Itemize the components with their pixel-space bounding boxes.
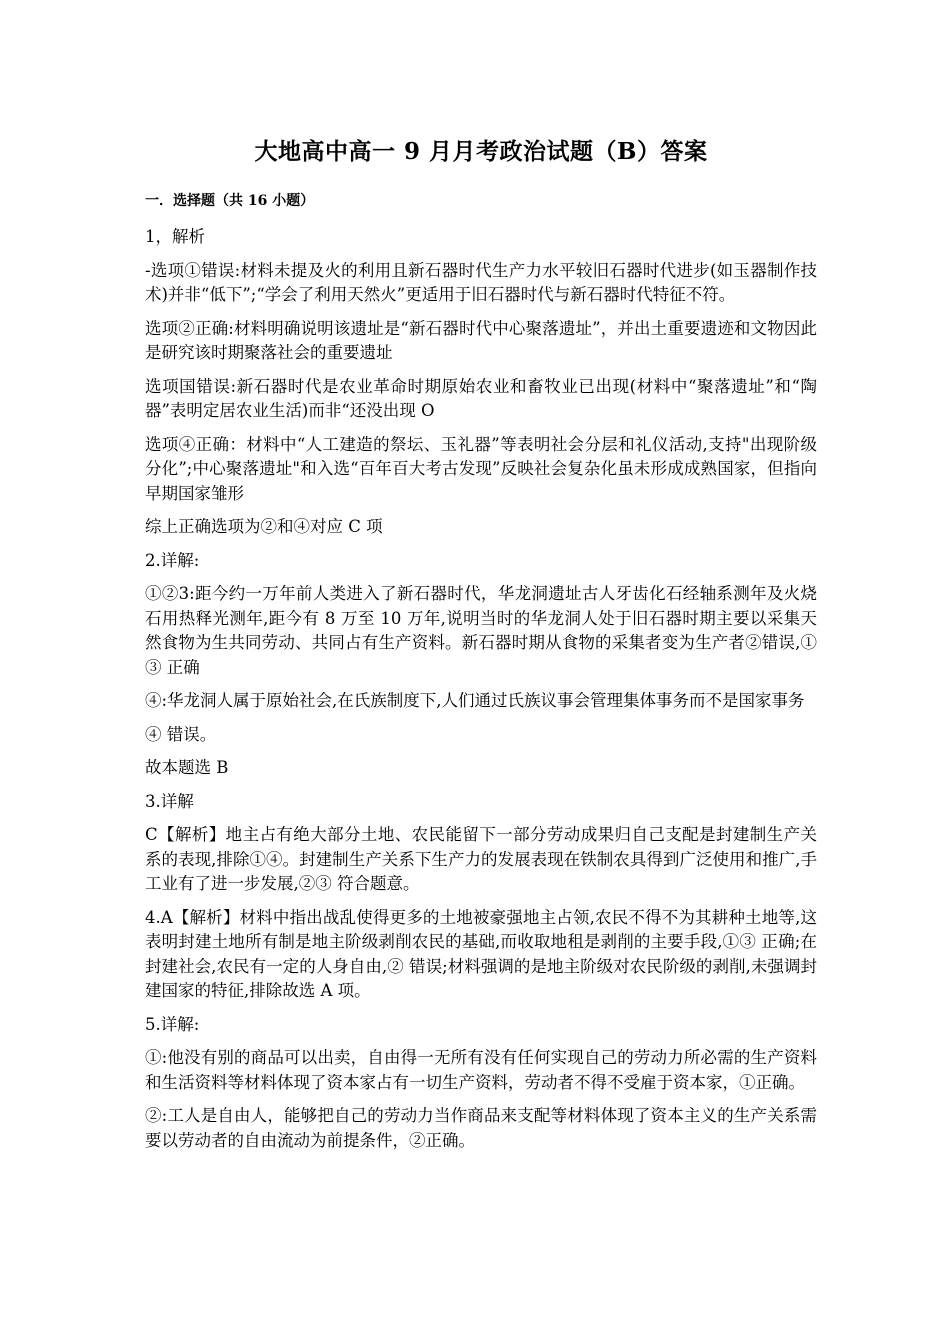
section-heading: 一．选择题（共 16 小题） [145,193,315,209]
paragraph-q2-answer: 故本题选 B [145,758,229,777]
paragraph-q1-option1: -选项①错误:材料未提及火的利用且新石器时代生产力水平较旧石器时代进步(如玉器制作技术)并非“低下”;“学会了利用天然火”更适用于旧石器时代与新石器时代特征不符。 [145,260,817,304]
page-title: 大地高中高一 9 月月考政治试题（B）答案 [254,138,708,165]
paragraph-q2-detail1: ①②3:距今约一万年前人类进入了新石器时代，华龙洞遗址古人牙齿化石经轴系测年及火烧石用热释光测年,距今有 8 万至 10 万年,说明当时的华龙洞人处于旧石器时期主要以采集天然食物为生共同劳动、共同占有生产资料。新石器时期从食物的采集者变为生产者②错误,①③ 正确 [145,584,817,677]
paragraph-q3-header: 3.详解 [145,791,194,811]
paragraph-q1-conclusion: 综上正确选项为②和④对应 C 项 [145,517,383,536]
paragraph-q1-option4: 选项④正确：材料中“人工建造的祭坛、玉礼器”等表明社会分层和礼仪活动,支持"出现阶级分化”;中心聚落遗址"和入选“百年百大考古发现”反映社会复杂化虽未形成成熟国家，但指向早期国家雏形 [145,434,817,503]
document-page [145,135,817,1162]
paragraph-q4-detail: 4.A【解析】材料中指出战乱使得更多的土地被豪强地主占领,农民不得不为其耕种土地等,这表明封建土地所有制是地主阶级剥削农民的基础,而收取地租是剥削的主要手段,①③ 正确;在封建社会,农民有一定的人身自由,② 错误;材料强调的是地主阶级对农民阶级的剥削,未强调封建国家的特征,排除故选 A 项。 [145,907,817,1000]
paragraph-q3-detail: C【解析】地主占有绝大部分土地、农民能留下一部分劳动成果归自己支配是封建制生产关系的表现,排除①④。封建制生产关系下生产力的发展表现在铁制农具得到广泛使用和推广,手工业有了进一步发展,②③ 符合题意。 [145,825,817,893]
paragraph-q5-detail1: ①:他没有别的商品可以出卖，自由得一无所有没有任何实现自己的劳动力所必需的生产资料和生活资料等材料体现了资本家占有一切生产资料，劳动者不得不受雇于资本家，①正确。 [145,1048,817,1092]
paragraph-q2-detail3: ④ 错误。 [145,724,217,744]
paragraph-q1-option2: 选项②正确:材料明确说明该遗址是“新石器时代中心聚落遗址”，并出土重要遗迹和文物因此是研究该时期聚落社会的重要遗址 [145,318,817,362]
paragraph-q2-header: 2.详解: [145,550,200,570]
paragraph-q1-header: 1，解析 [145,227,205,246]
paragraph-q5-detail2: ②:工人是自由人，能够把自己的劳动力当作商品来支配等材料体现了资本主义的生产关系需要以劳动者的自由流动为前提条件，②正确。 [145,1106,817,1150]
paragraph-q5-header: 5.详解: [145,1014,200,1034]
paragraph-q1-option3: 选项国错误:新石器时代是农业革命时期原始农业和畜牧业已出现(材料中“聚落遗址”和“陶器”表明定居农业生活)而非“还没出现 O [145,376,817,420]
paragraph-q2-detail2: ④:华龙洞人属于原始社会,在氏族制度下,人们通过氏族议事会管理集体事务而不是国家事务 [145,691,805,710]
